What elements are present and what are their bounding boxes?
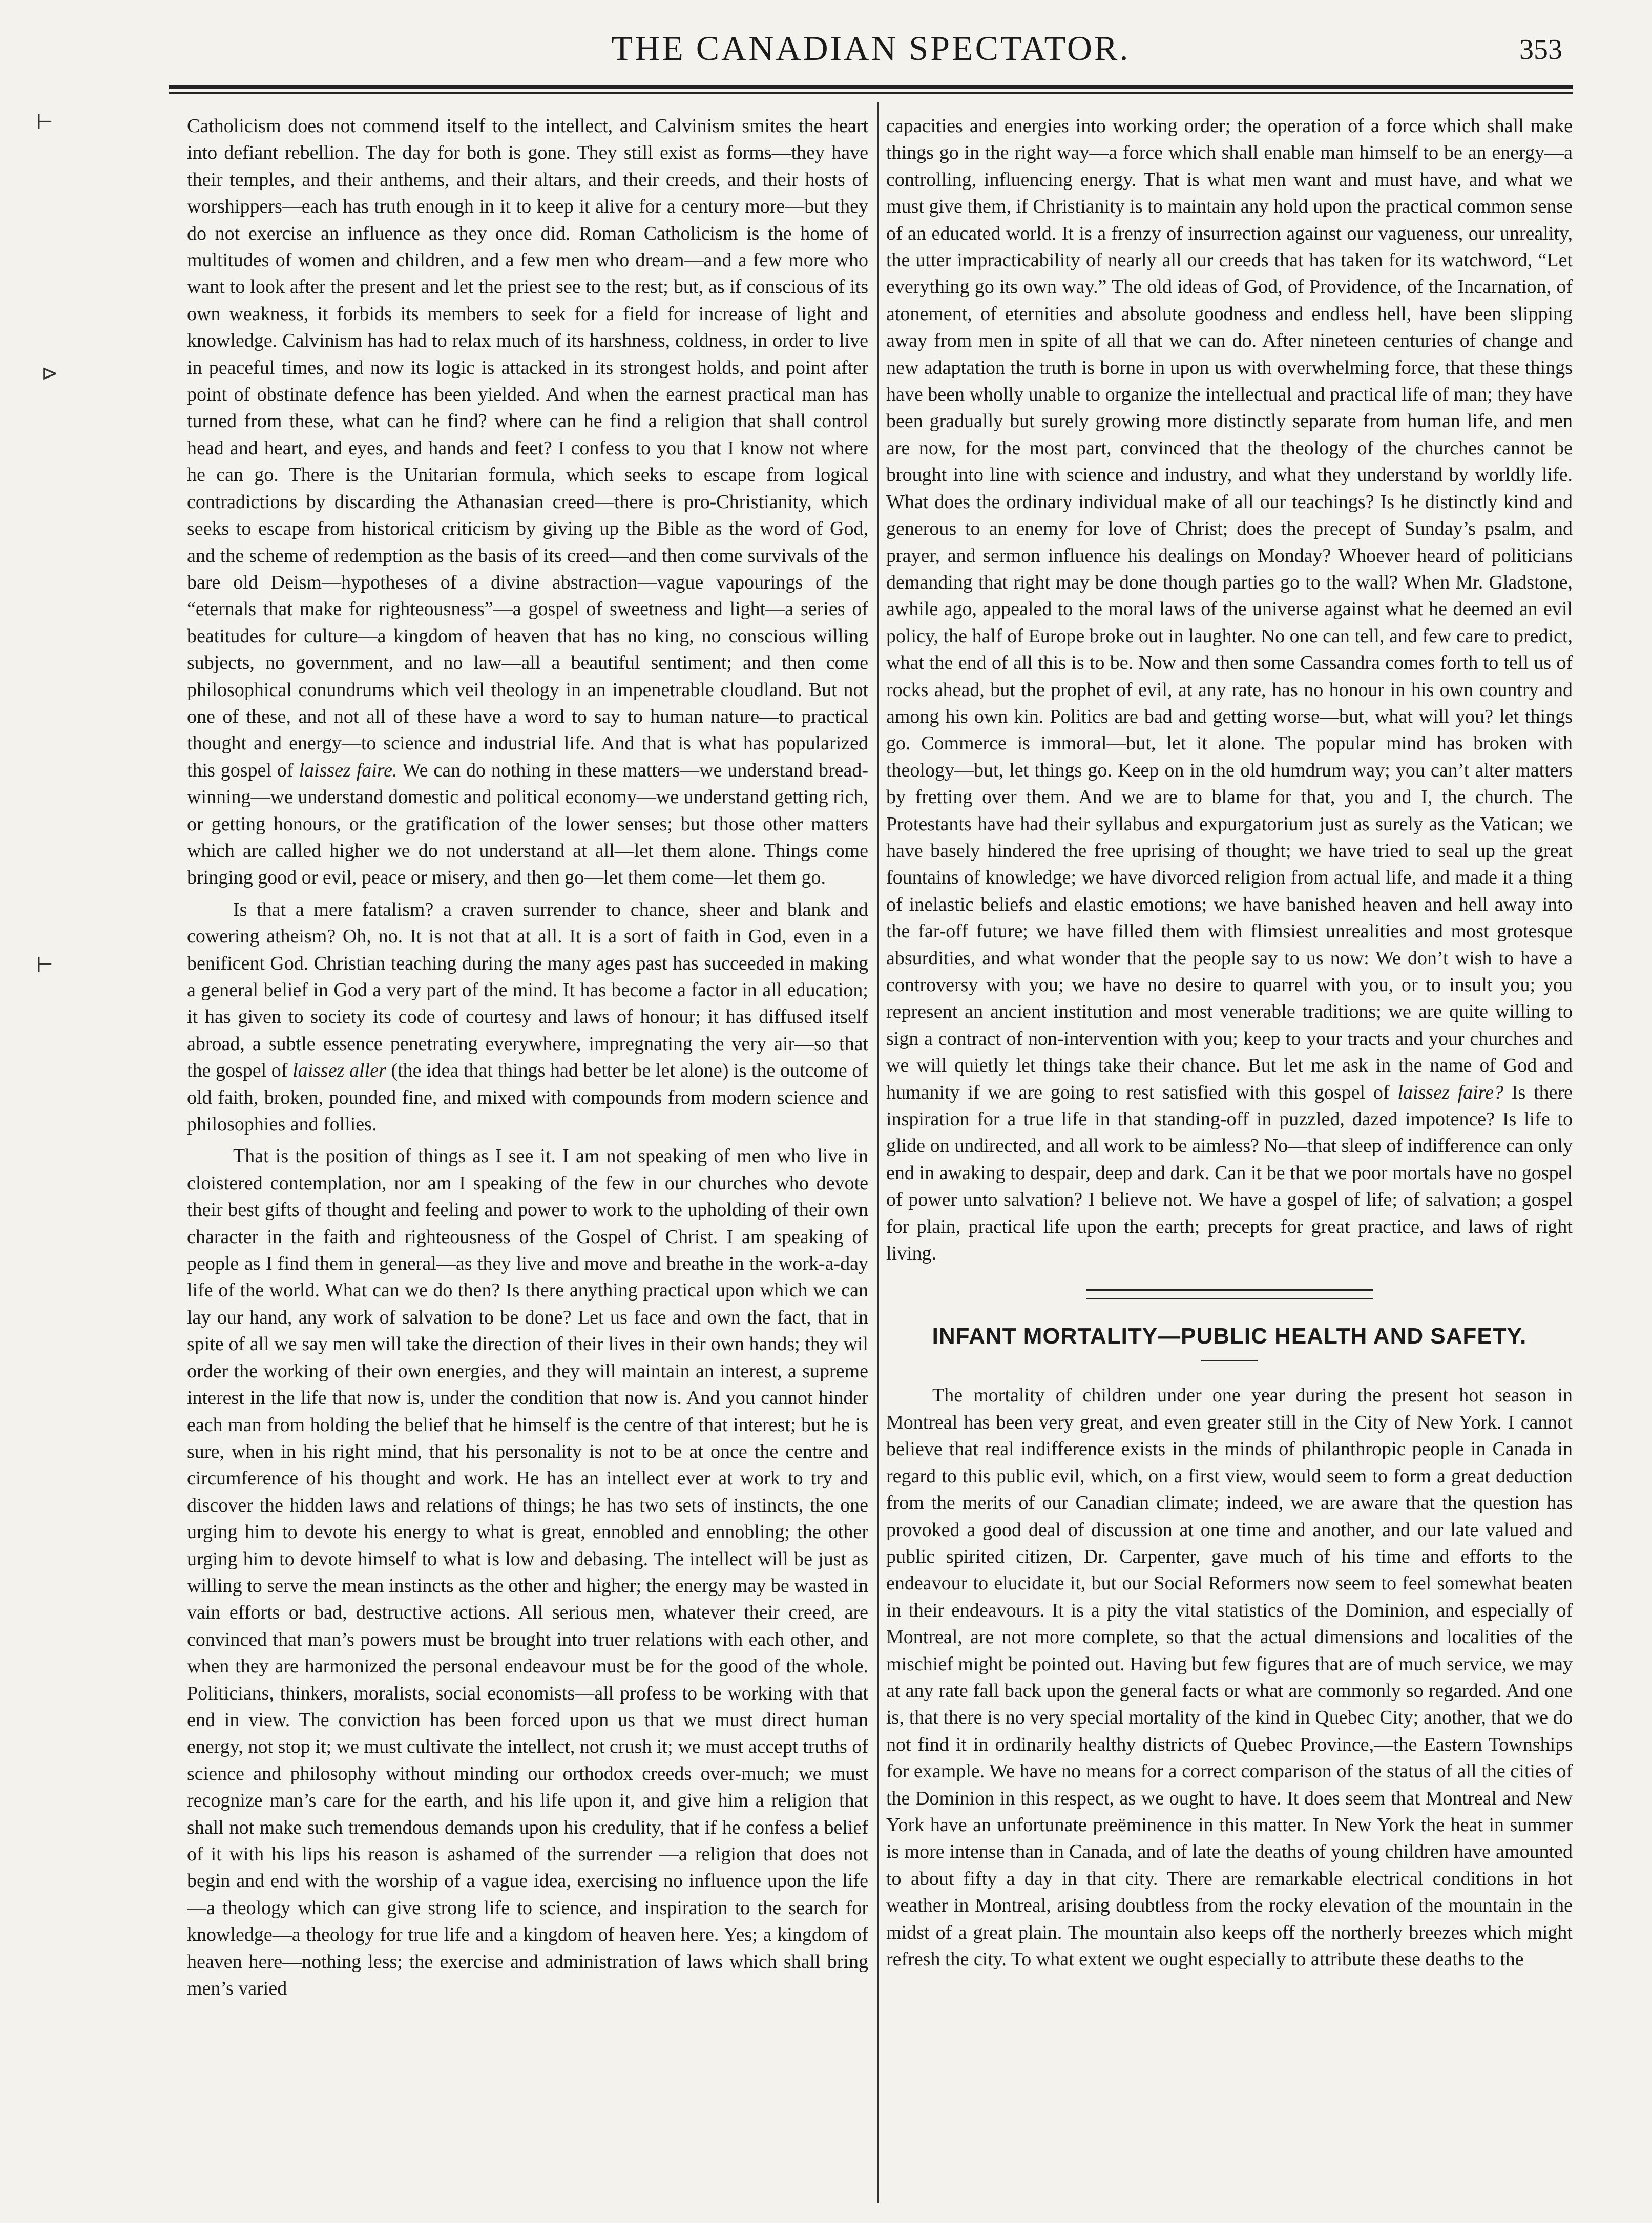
header-rule-thick: [169, 85, 1573, 89]
page-number: 353: [1519, 34, 1562, 66]
masthead: [169, 0, 1573, 87]
paragraph-text: Catholicism does not commend itself to the intellect, and Calvinism smites the heart into defiant rebellion. The day for both is gone. They still exist as forms—they have their temples, and their anthems, and their altars, and their creeds, and their hosts of worshippers—each has truth enough in it to keep it alive for a century more—but they do not exercise an influence as they once did. Roman Catholicism is the home of multitudes of women and children, and a few men who dream—and a few more who want to look after the present and let the priest see to the rest; but, as if conscious of its own weakness, it forbids its members to seek for a field for increase of light and knowledge. Calvinism has had to relax much of its harshness, coldness, in order to live in peaceful times, and now its logic is attacked in its strongest holds, and point after point of obstinate defence has been yielded. And when the earnest practical man has turned from these, what can he find? where can he find a religion that shall control head and heart, and eyes, and hands and feet? I confess to you that I know not where he can go. There is the Unitarian formula, which seeks to escape from logical contradictions by discarding the Athanasian creed—there is pro-Christianity, which seeks to escape from historical criticism by giving up the Bible as the word of God, and the scheme of redemption as the basis of its creed—and then come survivals of the bare old Deism—hypotheses of a divine abstraction—vague vapourings of the “eternals that make for righteousness”—a gospel of sweetness and light—a series of beatitudes for culture—a kingdom of heaven that has no king, no conscious willing subjects, no government, and no law—all a beautiful sentiment; and then come philosophical conundrums which veil theology in an impenetrable cloudland. But not one of these, and not all of these have a word to say to human nature—to practical thought and energy—to science and industrial life. And that is what has popularized this gospel of: [187, 115, 868, 781]
margin-tick-mark: ⊳: [41, 362, 58, 385]
right-column: [886, 113, 1573, 2192]
italic-phrase: laissez faire?: [1397, 1081, 1503, 1103]
heading-underline-rule: [1201, 1360, 1258, 1361]
header-rule-thin: [169, 92, 1573, 94]
italic-phrase: laissez aller: [292, 1060, 386, 1082]
italic-phrase: laissez faire.: [299, 759, 398, 781]
paragraph: That is the position of things as I see it. I am not speaking of men who live in cloistered contemplation, nor am I speaking of the few in our churches who devote their best gifts of thought and feeling and power to work to the upholding of their own character in the faith and righteousness of the Gospel of Christ. I am speaking of people as I find them in general—as they live and move and breathe in the work-a-day life of the world. What can we do then? Is there anything practical upon which we can lay our hand, any work of salvation to be done? Let us face and own the fact, that in spite of all we say men will take the direction of their lives in their own hands; they wil order the working of their own energies, and they will maintain an interest, a supreme interest in the life that now is, under the condition that now is. And you cannot hinder each man from holding the belief that he himself is the centre of that interest; but he is sure, when in his right mind, that his personality is not to be at once the centre and circumference of his thought and work. He has an intellect ever at work to try and discover the hidden laws and relations of things; he has two sets of instincts, the one urging him to devote his energy to what is great, ennobled and ennobling; the other urging him to devote himself to what is low and debasing. The intellect will be just as willing to serve the mean instincts as the other and higher; the energy may be wasted in vain efforts or bad, destructive actions. All serious men, whatever their creed, are convinced that man’s powers must be brought into truer relations with each other, and when they are harmonized the personal endeavour must be for the good of the whole. Politicians, thinkers, moralists, social economists—all profess to be working with that end in view. The conviction has been forced upon us that we must direct human energy, not stop it; we must cultivate the intellect, not crush it; we must accept truths of science and philosophy without minding our orthodox creeds over-much; we must recognize man’s care for the earth, and his life upon it, and give him a religion that shall not make such tremendous demands upon his credulity, that if he confess a belief of it with his lips his reason is ashamed of the surrender —a religion that does not begin and end with the worship of a vague idea, exercising no influence upon the life—a theology which can give strong life to science, and inspiration to the search for knowledge—a theology for true life and a kingdom of heaven here. Yes; a kingdom of heaven here—nothing less; the exercise and administration of laws which shall bring men’s varied: [187, 1145, 868, 2000]
publication-title: THE CANADIAN SPECTATOR.: [611, 29, 1131, 68]
margin-tick-mark: ⊢: [36, 111, 54, 134]
paragraph-text: capacities and energies into working order; the operation of a force which shall make things go in the right way—a force which shall enable man himself to be an energy—a controlling, influencing energy. That is what men want and must have, and what we must give them, if Christianity is to maintain any hold upon the practical common sense of an educated world. It is a frenzy of insurrection against our vagueness, our unreality, the utter impracticability of nearly all our creeds that has taken for its watchword, “Let everything go its own way.” The old ideas of God, of Providence, of the Incarnation, of atonement, of eternities and absolute goodness and endless hell, have been slipping away from men in spite of all that we can do. After nineteen centuries of change and new adaptation the truth is borne in upon us with overwhelming force, that these things have been wholly unable to organize the intellectual and practical life of man; they have been gradually but surely growing more distinctly separate from human life, and men are now, for the most part, convinced that the theology of the churches cannot be brought into line with science and industry, and what they understand by worldly life. What does the ordinary individual make of all our teachings? Is he distinctly kind and generous to an enemy for love of Christ; does the precept of Sunday’s psalm, and prayer, and sermon influence his dealings on Monday? Whoever heard of politicians demanding that right may be done though parties go to the wall? When Mr. Gladstone, awhile ago, appealed to the moral laws of the universe against what he deemed an evil policy, the half of Europe broke out in laughter. No one can tell, and few care to predict, what the end of all this is to be. Now and then some Cassandra comes forth to tell us of rocks ahead, but the prophet of evil, at any rate, has no honour in his own country and among his own kin. Politics are bad and getting worse—but, what will you? let things go. Commerce is immoral—but, let it alone. The popular mind has broken with theology—but, let things go. Keep on in the old humdrum way; you can’t alter matters by fretting over them. And we are to blame for that, you and I, the church. The Protestants have had their syllabus and expurgatorium just as surely as the Vatican; we have basely hindered the free uprising of thought; we have tried to seal up the great fountains of knowledge; we have divorced religion from actual life, and made it a thing of inelastic beliefs and elastic emotions; we have banished heaven and hell away into the far-off future; we have filled them with flimsiest unrealities and most grotesque absurdities, and what wonder that the people say to us now: We don’t wish to have a controversy with you; we have no desire to quarrel with you, or to insult you; you represent an ancient institution and most venerable traditions; we are quite willing to sign a contract of non-intervention with you; keep to your tracts and your churches and we will quietly let things take their chance. But let me ask in the name of God and humanity if we are going to rest satisfied with this gospel of: [886, 115, 1573, 1103]
article-heading: INFANT MORTALITY—PUBLIC HEALTH AND SAFETY.: [932, 1324, 1527, 1349]
paragraph-text: (the idea that things had better be let alone) is the outcome of old faith, broken, pounded fine, and mixed with compounds from modern science and philosophies and follies.: [187, 1060, 868, 1136]
paragraph-text: Is there inspiration for a true life in that standing-off in puzzled, dazed impotence? Is life to glide on undirected, and all work to be aimless? No—that sleep of indifference can only end in awaking to despair, deep and dark. Can it be that we poor mortals have no gospel of power unto salvation? I believe not. We have a gospel of life; of salvation; a gospel for plain, practical life upon the earth; precepts for great practice, and laws of right living.: [886, 1081, 1573, 1265]
column-divider: [877, 102, 879, 2203]
paragraph-text: Is that a mere fatalism? a craven surrender to chance, sheer and blank and cowering atheism? Oh, no. It is not that at all. It is a sort of faith in God, even in a benificent God. Christian teaching during the many ages past has succeeded in making a general belief in God a very part of the mind. It has become a factor in all education; it has given to society its code of courtesy and laws of honour; it has diffused itself abroad, a subtle essence penetrating everywhere, impregnating the very air—so that the gospel of: [187, 898, 868, 1082]
paragraph: [187, 113, 868, 891]
left-column: [187, 113, 868, 2192]
paragraph: [187, 896, 868, 1138]
section-separator-rule: [1086, 1289, 1373, 1299]
paragraph-text: We can do nothing in these matters—we understand bread-winning—we understand domestic and political economy—we understand getting rich, or getting honours, or the gratification of the lower senses; but those other matters which are called higher we do not understand at all—let them alone. Things come bringing good or evil, peace or misery, and then go—let them come—let them go.: [187, 759, 868, 889]
margin-tick-mark: ⊢: [36, 953, 54, 976]
paragraph: The mortality of children under one year during the present hot season in Montreal has been very great, and even greater still in the City of New York. I cannot believe that real indifference exists in the minds of philanthropic people in Canada in regard to this public evil, which, on a first view, would seem to form a great deduction from the merits of our Canadian climate; indeed, we are aware that the question has provoked a good deal of discussion at one time and another, and our late valued and public spirited citizen, Dr. Carpenter, gave much of his time and efforts to the endeavour to elucidate it, but our Social Reformers now seem to feel somewhat beaten in their endeavours. It is a pity the vital statistics of the Dominion, and especially of Montreal, are not more complete, so that the actual dimensions and localities of the mischief might be pointed out. Having but few figures that are of much service, we may at any rate fall back upon the general facts or what are commonly so regarded. And one is, that there is no very special mortality of the kind in Quebec City; another, that we do not find it in ordinarily healthy districts of Quebec Province,—the Eastern Townships for example. We have no means for a correct comparison of the status of all the cities of the Dominion in this respect, as we ought to have. It does seem that Montreal and New York have an unfortunate preëminence in this matter. In New York the heat in summer is more intense than in Canada, and of late the deaths of young children have amounted to about fifty a day in that city. There are remarkable electrical conditions in hot weather in Montreal, arising doubtless from the rocky elevation of the mountain in the midst of a great plain. The mountain also keeps off the northerly breezes which might refresh the city. To what extent we ought especially to attribute these deaths to the: [886, 1385, 1573, 1970]
paragraph: [886, 113, 1573, 1267]
